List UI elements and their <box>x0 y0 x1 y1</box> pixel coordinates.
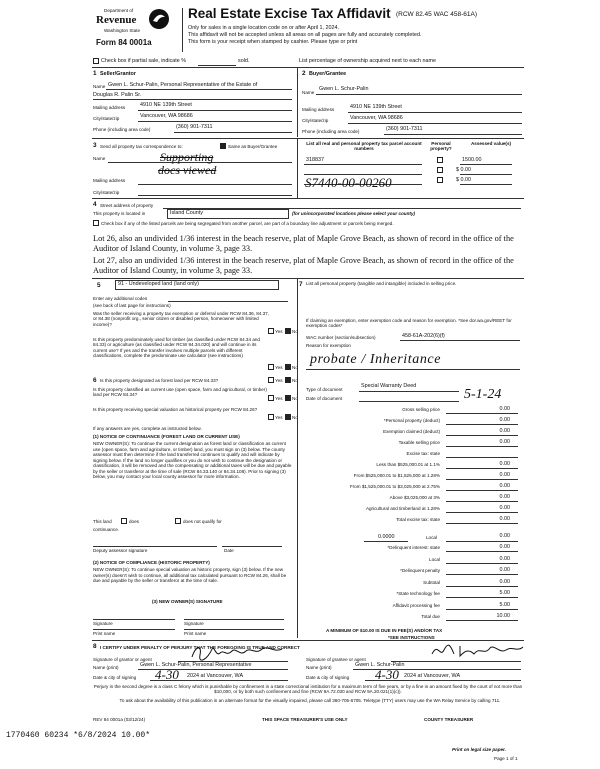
tax-row-label: Above $3,025,000 at 3% <box>389 495 440 500</box>
does-not-checkbox[interactable] <box>175 518 181 524</box>
tax-row-value: 5.00 <box>499 590 510 596</box>
sec6-num: 6 <box>93 377 97 384</box>
tax-row-label: Gross selling price <box>402 407 440 412</box>
owner-print-label-1: Print name <box>93 631 116 636</box>
seller-heading: Seller/Grantor <box>100 71 136 77</box>
deputy-date-label: Date <box>224 548 234 553</box>
notice2-text: NEW OWNER(S): To continue special valuation as historic property, sign (3) below. If the new owner(s) doesn't wish to continue, all additional tax calculated pursuant to RCW 84.26, shall be due and payable by the seller or transferor at the time of sale. <box>93 567 287 583</box>
county-select[interactable]: Island County <box>167 209 289 219</box>
form-revision: REV 84 0001a (03/12/24) <box>93 717 146 722</box>
tax-row-value: 0.00 <box>499 516 510 522</box>
personal-list-label: List all personal property (tangible and intangible) included in selling price. <box>306 281 457 286</box>
partial-sale-label: Check box if partial sale, indicate % <box>101 58 187 64</box>
tax-row-value: 0.00 <box>499 406 510 412</box>
claim-exemption-text: If claiming an exemption, enter exemption code and reason for exemption. *See dor.wa.gov/REET for exemption codes* <box>306 318 512 329</box>
sold-label: sold. <box>238 58 250 64</box>
exempt-yes-label: Yes <box>275 329 283 334</box>
notice2-title: (2) NOTICE OF COMPLIANCE (HISTORIC PROPERTY) <box>93 560 210 565</box>
page-number: Page 1 of 1 <box>494 756 518 761</box>
logo-revenue: Revenue <box>96 14 137 26</box>
land-use-select[interactable]: 91 - Undeveloped land (land only) <box>115 280 279 290</box>
personal-property-checkbox-2[interactable] <box>437 167 443 173</box>
seller-city: Vancouver, WA 98686 <box>140 113 193 119</box>
legal-description-2: Lot 27, also an undivided 1/36 interest in the beach reserve, plat of Maple Grove Beach, as shown of record in the office of the Auditor of Island County, in volume 3, page 33. <box>93 256 514 275</box>
dor-swirl-icon <box>148 8 170 30</box>
tax-row-value: 0.00 <box>499 428 510 434</box>
tax-row-value: 0.00 <box>499 555 510 562</box>
tax-row-value: 0.00 <box>499 439 510 445</box>
open-yes-label: Yes <box>275 396 283 401</box>
tax-row-label: Total excise tax: state <box>396 517 440 522</box>
timber-yes-checkbox[interactable] <box>268 364 274 370</box>
timber-no-label: No <box>292 365 298 370</box>
tax-row-label: *Personal property (deduct) <box>383 418 440 423</box>
sec5-num: 5 <box>97 282 101 289</box>
buyer-name-label: Name <box>302 90 315 95</box>
if-yes-note: If any answers are yes, complete as instructed below. <box>93 426 202 431</box>
tax-row-label: *State technology fee <box>396 591 440 596</box>
forest-yes-checkbox[interactable] <box>268 377 274 383</box>
doc-type-label: Type of document <box>306 387 343 392</box>
sec4-label: Street address of property <box>100 203 154 208</box>
personal-property-header: Personal property? <box>430 141 452 152</box>
form-subtitle-2: This affidavit will not be accepted unless all areas on all pages are fully and accurately completed. <box>188 32 422 38</box>
doc-date-label: Date of document <box>306 396 343 401</box>
this-land-label: This land <box>93 519 112 524</box>
see-back-label: (see back of last page for instructions) <box>93 303 171 308</box>
open-yes-checkbox[interactable] <box>268 395 274 401</box>
date-grantee-hand: 4-30 <box>375 667 399 682</box>
hist-yes-label: Yes <box>275 415 283 420</box>
name-grantee: Gwen L. Schur-Palin <box>355 662 405 668</box>
hist-yes-checkbox[interactable] <box>268 414 274 420</box>
date-grantor-hand: 4-30 <box>155 667 179 682</box>
local-rate: 0.0000 <box>378 534 395 540</box>
tax-row-label: Agricultural and timberland at 1.28% <box>365 506 440 511</box>
form-title: Real Estate Excise Tax Affidavit <box>188 6 391 21</box>
historic-question: Is this property receiving special valuation as historical property per RCW 84.26? <box>93 407 258 412</box>
tax-row-label: Exemption claimed (deduct) <box>383 429 440 434</box>
sec4-num: 4 <box>93 201 97 208</box>
does-label: does <box>129 519 139 524</box>
timber-yes-label: Yes <box>275 365 283 370</box>
does-checkbox[interactable] <box>121 518 127 524</box>
additional-codes-label: Enter any additional codes <box>93 296 148 301</box>
name-grantor: Gwen L. Schur-Palin, Personal Representative <box>140 662 252 668</box>
tax-row-value: 0.00 <box>499 461 510 467</box>
seller-mail-label: Mailing address <box>93 105 126 110</box>
tax-row-value: 0.00 <box>499 494 510 500</box>
tax-row-value: 0.00 <box>499 472 510 478</box>
date-grantor-label: Date & city of signing <box>93 675 137 680</box>
seller-num: 1 <box>93 70 97 77</box>
pct-list-label: List percentage of ownership acquired next to each name <box>299 58 436 64</box>
see-instructions: *SEE INSTRUCTIONS <box>388 635 435 640</box>
buyer-mail: 4910 NE 139th Street <box>350 104 402 110</box>
strike-supporting: Supporting <box>160 150 214 164</box>
seller-name-line1: Gwen L. Schur-Palin, Personal Representative of the Estate of <box>108 82 258 88</box>
buyer-heading: Buyer/Grantee <box>309 71 347 77</box>
open-space-question: Is this property classified as current use (open space, farm and agricultural, or timber) land per RCW 84.34? <box>93 387 267 398</box>
sec3-num: 3 <box>93 142 97 149</box>
tax-row-label: From $1,525,000.01 to $3,025,000 at 2.75% <box>349 484 440 489</box>
personal-property-checkbox-1[interactable] <box>437 157 443 163</box>
wac-value: 458-61A-202(6)(f) <box>402 333 445 339</box>
sec3-name-label: Name <box>93 156 106 161</box>
form-subtitle-1: Only for sales in a single location code on or after April 1, 2024. <box>188 25 340 31</box>
wac-label: WAC number (section/subsection) <box>306 335 376 340</box>
same-as-buyer-label: Same as Buyer/Grantee <box>228 144 278 149</box>
tax-row-value: 0.00 <box>499 483 510 489</box>
seller-name-line2: Douglas R. Palin Sr. <box>93 92 142 98</box>
deputy-sig-label: Deputy assessor signature <box>93 548 148 553</box>
tax-row-label: Total due <box>421 614 440 619</box>
tax-row-label: Less than $525,000.01 at 1.1% <box>376 462 440 467</box>
doc-date-handwritten: 5-1-24 <box>464 387 502 402</box>
segregated-checkbox[interactable] <box>93 220 99 226</box>
strike-docs-viewed: docs viewed <box>158 163 217 177</box>
buyer-phone-label: Phone (including area code) <box>302 129 360 134</box>
tax-row-label: Taxable selling price <box>398 440 440 445</box>
tax-row-value: 0.00 <box>499 417 510 423</box>
exempt-no-label: No <box>292 329 298 334</box>
forest-no-label: No <box>292 378 298 383</box>
sec8-num: 8 <box>93 643 97 650</box>
alt-format-notice: To ask about the availability of this publication in an alternate format for the visually impaired, please call 360-705-6705. Teletype (TTY) users may use the WA Relay Service by calling 711. <box>119 698 501 703</box>
tax-row-value: 0.00 <box>499 544 510 550</box>
minimum-note: A MINIMUM OF $10.00 IS DUE IN FEE(S) AND/OR TAX <box>326 628 443 633</box>
form-rcw: (RCW 82.45 WAC 458-61A) <box>396 11 478 18</box>
assessed-2: $ 0.00 <box>456 167 471 173</box>
county-treasurer: COUNTY TREASURER <box>424 717 474 722</box>
name-grantee-label: Name (print) <box>306 665 332 670</box>
legal-paper-note: Print on legal size paper. <box>452 747 506 752</box>
reason-handwritten: probate / Inheritance <box>310 352 442 367</box>
tax-row-value: 0.00 <box>499 578 510 585</box>
boundary-label: Check box if any of the listed parcels are being segregated from another parcel, are part of a boundary line adjustment or parcels being merged. <box>101 221 394 226</box>
does-not-label: does not qualify for <box>183 519 222 524</box>
personal-property-checkbox-3[interactable] <box>437 177 443 183</box>
open-no-label: No <box>292 396 298 401</box>
sec3-city-label: City/state/zip <box>93 190 120 195</box>
logo-dept: Department of <box>104 8 134 13</box>
assessed-3: $ 0.00 <box>456 177 471 183</box>
certify-statement: I CERTIFY UNDER PENALTY OF PERJURY THAT THE FOREGOING IS TRUE AND CORRECT <box>100 645 300 650</box>
cashier-stamp: 1770460 60234 *6/8/2024 10.00* <box>6 731 151 740</box>
timber-question: Is this property predominately used for timber (as classified under RCW 84.34 and 84.33) or agriculture (as classified under RCW 84.34.020) and will continue in its current use? If yes and the transfer involves multiple parcels with different classifications, complete the predominate use calculator (see instructions) <box>93 337 260 358</box>
seller-phone: (360) 901-7311 <box>176 124 213 130</box>
tax-row-label: Excise tax: state <box>406 451 440 456</box>
doc-type-value: Special Warranty Deed <box>361 383 417 389</box>
unincorporated-note: (for unincorporated locations please select your county) <box>292 211 416 216</box>
sig-grantee-label: Signature of grantee or agent <box>306 657 366 662</box>
form-number: Form 84 0001a <box>96 38 152 47</box>
parcel-list-header: List all real and personal property tax parcel account numbers <box>306 141 422 152</box>
buyer-name: Gwen L. Schur-Palin <box>319 86 369 92</box>
seller-phone-label: Phone (including area code) <box>93 127 151 132</box>
logo-state: Washington State <box>104 28 141 33</box>
local-label: Local <box>426 535 437 540</box>
seller-city-label: City/state/zip <box>93 116 120 121</box>
hist-no-label: No <box>292 415 298 420</box>
notice1-title: (1) NOTICE OF CONTINUANCE (FOREST LAND OR CURRENT USE) <box>93 434 240 439</box>
date-grantor-city: 2024 at Vancouver, WA <box>187 673 244 679</box>
assessed-value-header: Assessed value(s) <box>470 141 512 146</box>
perjury-notice: Perjury in the second degree is a class C felony which is punishable by confinement in a state correctional institution for a maximum term of five years, or by a fine in an amount fixed by the court of not more than $10,000, or by both such confinement and fine (RCW 9A.72.030 and RCW 9A.20.021(1)(c)). <box>93 684 523 695</box>
forest-yes-label: Yes <box>275 378 283 383</box>
forest-no-checkbox[interactable] <box>285 377 291 383</box>
exemption-question: Was the seller receiving a property tax exemption or deferral under RCW 84.36, 84.37, or 84.38 (nonprofit org., senior citizen or disabled person, homeowner with limited income)? <box>93 311 270 327</box>
grantor-signature <box>190 643 285 663</box>
tax-row-label: *Delinquent penalty <box>400 568 440 573</box>
tax-row-label: *Delinquent interest: state <box>387 545 440 550</box>
dor-logo <box>92 6 184 50</box>
tax-row-label: From $525,000.01 to $1,525,000 at 1.28% <box>353 473 440 478</box>
tax-row-value: 5.00 <box>499 601 510 608</box>
tax-row-label: Affidavit processing fee <box>392 602 440 608</box>
buyer-num: 2 <box>302 70 306 77</box>
sec7-num: 7 <box>299 281 303 288</box>
continuance-label: continuance. <box>93 527 120 532</box>
buyer-mail-label: Mailing address <box>302 107 335 112</box>
forest-question: Is this property designated as forest land per RCW 84.33? <box>100 378 219 383</box>
legal-description-1: Lot 26, also an undivided 1/36 interest in the beach reserve, plat of Maple Grove Beach, as shown of record in the office of the Auditor of Island County, in volume 3, page 33. <box>93 234 514 253</box>
seller-name-label: Name <box>93 84 106 89</box>
treasurer-use: THIS SPACE TREASURER'S USE ONLY <box>262 717 348 722</box>
seller-mail: 4910 NE 139th Street <box>140 102 192 108</box>
open-no-checkbox[interactable] <box>285 395 291 401</box>
grantee-signature <box>430 642 525 662</box>
tax-row-label: Subtotal <box>423 579 440 585</box>
parcel-1: 318837 <box>306 157 324 163</box>
located-label: This property is located in <box>93 211 146 216</box>
assessed-1: 1500.00 <box>462 157 482 163</box>
sec3-mail-label: Mailing address <box>93 178 126 183</box>
partial-sale-checkbox[interactable] <box>93 58 99 64</box>
handwritten-parcel: S7440-00-00260 <box>305 175 392 190</box>
buyer-city-label: City/state/zip <box>302 118 329 123</box>
tax-row-value: 10.00 <box>496 613 510 619</box>
tax-row-label: Local <box>429 556 440 562</box>
exempt-yes-checkbox[interactable] <box>268 328 274 334</box>
reason-label: Reason for exemption <box>306 343 351 348</box>
date-grantee-label: Date & city of signing <box>306 675 350 680</box>
date-grantee-city: 2024 at Vancouver, WA <box>404 673 461 679</box>
timber-no-checkbox[interactable] <box>285 364 291 370</box>
exempt-no-checkbox[interactable] <box>285 328 291 334</box>
owner-print-label-2: Print name <box>184 631 207 636</box>
sig-grantor-label: Signature of grantor or agent <box>93 657 152 662</box>
owner-sig-label-2: Signature <box>184 621 204 626</box>
form-subtitle-3: This form is your receipt when stamped by cashier. Please type or print <box>188 39 358 45</box>
same-as-buyer-checkbox[interactable] <box>220 143 226 149</box>
sec3-label: Send all property tax correspondence to: <box>100 144 183 149</box>
notice1-text: NEW OWNER(S): To continue the current designation as forest land or classification as current use (open space, farm and agriculture, or timber) land, you must sign on (3) below. The county assessor must then determine if the land transferred continues to qualify and will indicate by signing below. If the land no longer qualifies or you do not wish to continue the designation or classification, it will be removed and the compensating or additional taxes will be due and payable by the seller or transferor at the time of sale (RCW 84.33.140 or 84.34.108). Prior to signing (3) below, you may contact your local county assessor for more information. <box>93 441 292 479</box>
name-grantor-label: Name (print) <box>93 665 119 670</box>
hist-no-checkbox[interactable] <box>285 414 291 420</box>
tax-row-value: 0.00 <box>499 505 510 511</box>
buyer-phone: (360) 901-7311 <box>386 126 423 132</box>
tax-row-value: 0.00 <box>499 567 510 573</box>
new-owner-sig-title: (3) NEW OWNER(S) SIGNATURE <box>152 599 223 604</box>
buyer-city: Vancouver, WA 98686 <box>350 115 403 121</box>
local-value: 0.00 <box>499 533 510 539</box>
owner-sig-label-1: Signature <box>93 621 113 626</box>
